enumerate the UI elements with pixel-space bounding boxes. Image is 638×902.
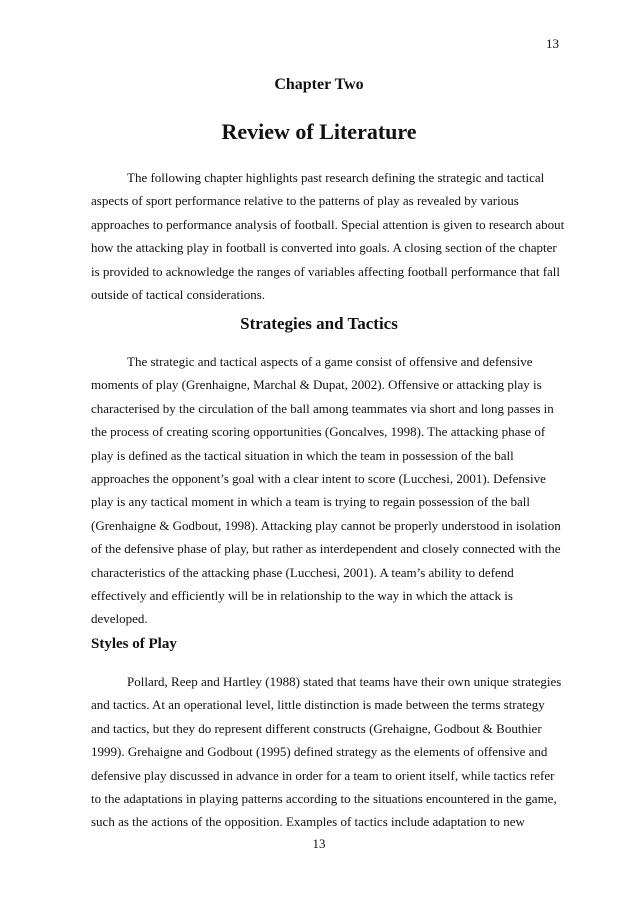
paragraph-line: 1999). Grehaigne and Godbout (1995) defined strategy as the elements of offensive and xyxy=(91,744,548,760)
page-number-top: 13 xyxy=(546,36,559,51)
paragraph-line: aspects of sport performance relative to the patterns of play as revealed by various xyxy=(91,193,519,209)
paragraph-line: Pollard, Reep and Hartley (1988) stated that teams have their own unique strategies xyxy=(127,674,562,689)
paragraph-line: approaches the opponent’s goal with a clear intent to score (Lucchesi, 2001). Defensive xyxy=(91,471,546,487)
styles-paragraph xyxy=(91,670,571,834)
paragraph-line: play is any tactical moment in which a team is trying to regain possession of the ball xyxy=(91,494,531,510)
section-title-strategies: Strategies and Tactics xyxy=(240,314,398,333)
paragraph-line: of the defensive phase of play, but rather as interdependent and closely connected with the xyxy=(91,541,561,557)
paragraph-line: developed. xyxy=(91,611,148,627)
paragraph-line: The strategic and tactical aspects of a game consist of offensive and defensive xyxy=(127,354,533,369)
paragraph-line: characteristics of the attacking phase (Lucchesi, 2001). A team’s ability to defend xyxy=(91,564,514,580)
paragraph-line: the process of creating scoring opportunities (Goncalves, 1998). The attacking phase of xyxy=(91,424,546,440)
intro-paragraph xyxy=(91,166,571,306)
strategies-paragraph xyxy=(91,350,571,631)
paragraph-line: and tactics. At an operational level, little distinction is made between the terms strategy xyxy=(91,697,545,713)
paragraph-line: moments of play (Grenhaigne, Marchal & Dupat, 2002). Offensive or attacking play is xyxy=(91,377,542,393)
paragraph-line: is provided to acknowledge the ranges of variables affecting football performance that fall xyxy=(91,263,561,279)
chapter-label: Chapter Two xyxy=(274,76,364,93)
paragraph-line: such as the actions of the opposition. Examples of tactics include adaptation to new xyxy=(91,814,525,830)
paragraph-line: to the adaptations in playing patterns according to the situations encountered in the game, xyxy=(91,791,557,807)
paragraph-line: defensive play discussed in advance in order for a team to orient itself, while tactics refer xyxy=(91,767,555,783)
chapter-title: Review of Literature xyxy=(221,119,417,144)
paragraph-line: play is defined as the tactical situation in which the team in possession of the ball xyxy=(91,447,514,463)
paragraph-line: and tactics, but they do represent different constructs (Grehaigne, Godbout & Bouthier xyxy=(91,720,542,736)
paragraph-line: effectively and efficiently will be in relationship to the way in which the attack is xyxy=(91,588,513,604)
paragraph-line: how the attacking play in football is converted into goals. A closing section of the chapter xyxy=(91,240,557,256)
paragraph-line: The following chapter highlights past research defining the strategic and tactical xyxy=(127,170,545,185)
page-number-bottom: 13 xyxy=(312,836,326,851)
paragraph-line: outside of tactical considerations. xyxy=(91,287,266,303)
paragraph-line: (Grenhaigne & Godbout, 1998). Attacking play cannot be properly understood in isolation xyxy=(91,517,561,533)
subsection-title-styles-of-play: Styles of Play xyxy=(91,636,177,652)
paragraph-line: approaches to performance analysis of football. Special attention is given to research about xyxy=(91,216,565,232)
paragraph-line: characterised by the circulation of the ball among teammates via short and long passes in xyxy=(91,400,554,416)
